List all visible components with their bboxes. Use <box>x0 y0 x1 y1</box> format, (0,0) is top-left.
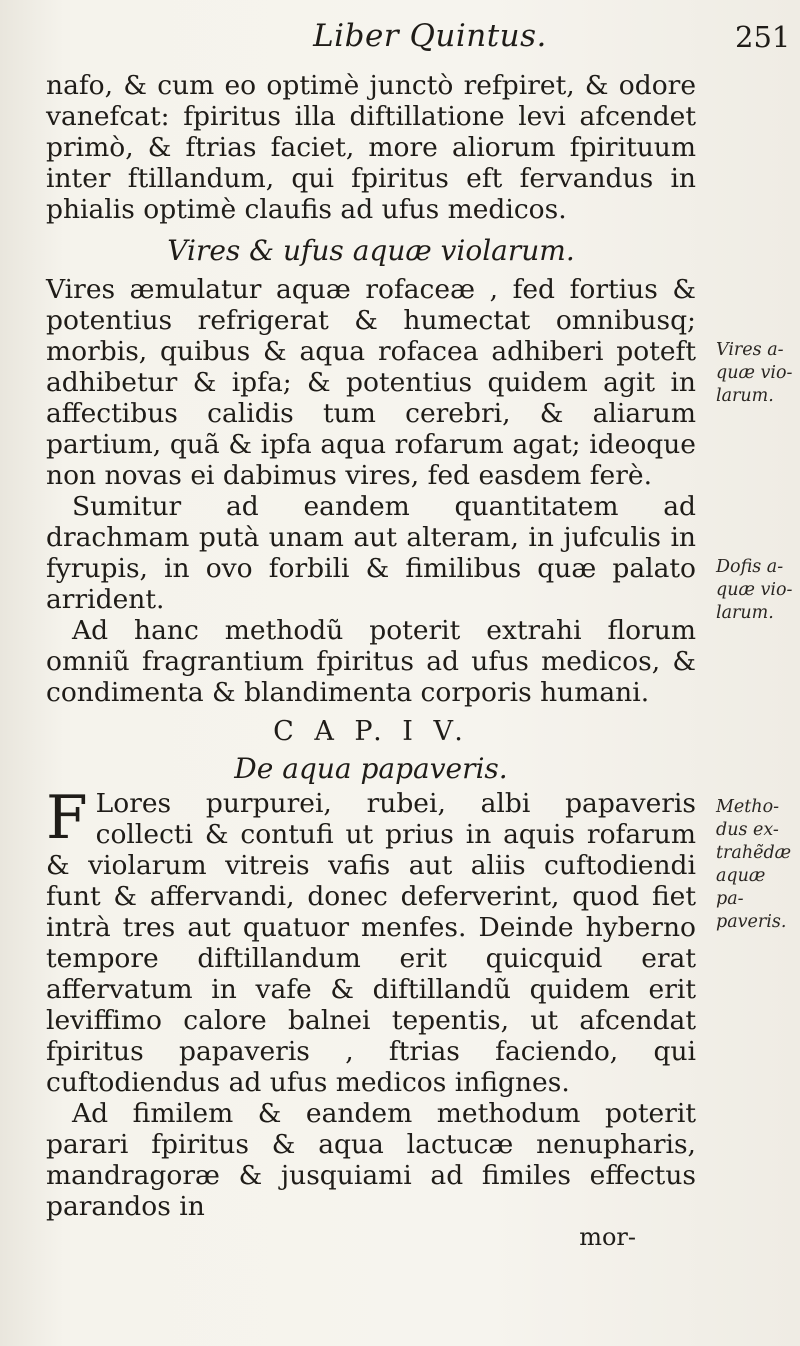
margin-note-line: paveris. <box>716 912 787 932</box>
chapter-title: De aqua papaveris. <box>234 752 508 785</box>
running-head: Liber Quintus. <box>313 18 547 54</box>
page-number: 251 <box>735 20 791 54</box>
margin-note-methodus <box>716 796 798 934</box>
margin-note-line: trahẽdæ <box>716 843 792 863</box>
paragraph-dosis: Sumitur ad eandem quantitatem ad drachmam putà unam aut alteram, in jufculis in fyrupis, in ovo forbili & fimilibus quæ palato arrident. <box>46 491 696 615</box>
margin-note-vires <box>716 339 798 408</box>
paragraph-methodus: Ad hanc methodũ poterit extrahi florum omniũ fragrantium fpiritus ad ufus medicos, & condimenta & blandimenta corporis humani. <box>46 615 696 708</box>
margin-note-line: quæ vio- <box>716 363 793 383</box>
margin-note-line: aquæ pa- <box>716 866 766 909</box>
catchword: mor- <box>579 1223 636 1251</box>
margin-note-line: dus ex- <box>716 820 779 840</box>
margin-note-line: Vires a- <box>716 340 784 360</box>
paragraph-papaver <box>46 783 696 1098</box>
margin-note-line: quæ vio- <box>716 580 793 600</box>
paragraph-vires: Vires æmulatur aquæ rofaceæ , fed fortius & potentius refrigerat & humectat omnibusq; morbis, quibus & aqua rofacea adhiberi poteft adhibetur & ipfa; & potentius quidem agit in affectibus calidis tum cerebri, & aliarum partium, quã & ipfa aqua rofarum agat; ideoque non novas ei dabimus vires, fed easdem ferè. <box>46 274 696 491</box>
margin-note-line: larum. <box>716 386 774 406</box>
margin-note-line: Metho- <box>716 797 780 817</box>
paragraph-similem: Ad fimilem & eandem methodum poterit parari fpiritus & aqua lactucæ nenupharis, mandragoræ & jusquiami ad fimiles effectus parandos in <box>46 1098 696 1222</box>
paragraph-papaver-text: Lores purpurei, rubei, albi papaveris collecti & contufi ut prius in aquis rofarum & violarum vitreis vafis aut aliis cuftodiendi funt & affervandi, donec deferverint, quod fiet intrà tres aut quatuor menfes. Deinde hyberno tempore diftillandum erit quicquid erat affervatum in vafe & diftillandũ quidem erit leviffimo calore balnei tepentis, ut afcendat fpiritus papaveris , ftrias faciendo, qui cuftodiendus ad ufus medicos infignes. <box>46 788 696 1098</box>
chapter-heading: C A P. I V. <box>273 716 469 747</box>
margin-note-line: larum. <box>716 603 774 623</box>
margin-note-line: Dofis a- <box>716 557 784 577</box>
section-title: Vires & ufus aquæ violarum. <box>167 234 575 267</box>
body-text <box>46 70 696 1253</box>
margin-note-dosis <box>716 556 798 625</box>
paragraph-continuation: nafo, & cum eo optimè junctò refpiret, & odore vanefcat: fpiritus illa diftillatione levi afcendet primò, & ftrias faciet, more aliorum fpirituum inter ftillandum, qui fpiritus eft fervandus in phialis optimè claufis ad ufus medicos. <box>46 70 696 225</box>
page-header <box>0 18 800 68</box>
drop-cap: F <box>46 783 88 853</box>
